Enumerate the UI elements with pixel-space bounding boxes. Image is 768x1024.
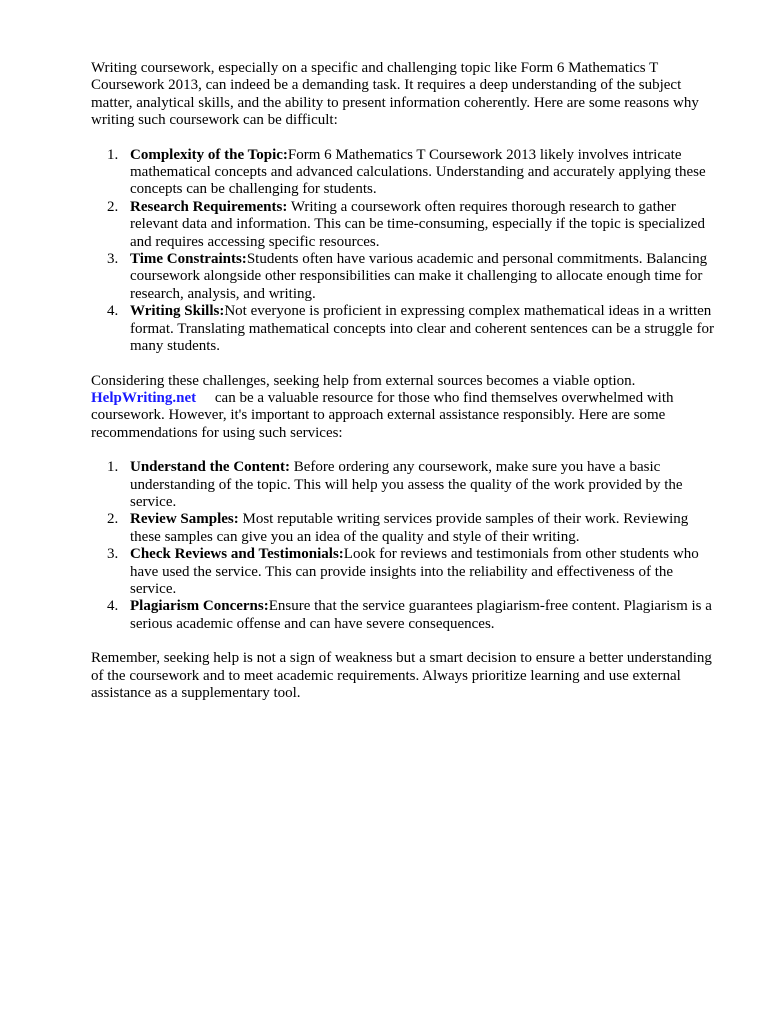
helpwriting-link[interactable]: HelpWriting.net [91, 389, 197, 406]
considering-lead: Considering these challenges, seeking help from external sources becomes a viable option. [91, 372, 636, 389]
item-title: Check Reviews and Testimonials: [130, 546, 344, 563]
considering-rest: can be a valuable resource for those who find themselves overwhelmed with coursework. However, it's important to approach external assistance responsibly. Here are some recommendations for using such services: [91, 389, 674, 441]
intro-paragraph: Writing coursework, especially on a specific and challenging topic like Form 6 Mathematics T Coursework 2013, can indeed be a demanding task. It requires a deep understanding of the subject matter, analytical skills, and the ability to present information coherently. Here are some reasons why writing such coursework can be difficult: [91, 60, 699, 129]
item-text: Before ordering any coursework, make sure you have a basic understanding of the topic. This will help you assess the quality of the work provided by the service. [130, 459, 683, 510]
item-text: Writing a coursework often requires thorough research to gather relevant data and information. This can be time-consuming, especially if the topic is specialized and requires accessing specific resources. [130, 198, 705, 250]
list-item [91, 511, 721, 546]
item-title: Review Samples: [130, 511, 239, 528]
item-title: Complexity of the Topic: [130, 146, 288, 163]
item-title: Time Constraints: [130, 251, 247, 268]
list-item [91, 303, 721, 355]
item-title: Understand the Content: [130, 459, 291, 476]
item-text: Look for reviews and testimonials from other students who have used the service. This can provide insights into the reliability and effectiveness of the service. [130, 546, 699, 597]
item-number: 1. [107, 459, 119, 476]
list-item [91, 598, 721, 633]
item-number: 2. [107, 511, 119, 528]
item-number: 4. [107, 598, 119, 615]
item-text: Most reputable writing services provide samples of their work. Reviewing these samples can give you an idea of the quality and style of their writing. [130, 511, 689, 545]
item-number: 3. [107, 546, 119, 563]
list-item [91, 199, 721, 251]
document-body [91, 60, 721, 702]
list-item [91, 546, 721, 598]
closing-paragraph: Remember, seeking help is not a sign of weakness but a smart decision to ensure a better understanding of the coursework and to meet academic requirements. Always prioritize learning and use external assistance as a supplementary tool. [91, 650, 712, 701]
item-title: Plagiarism Concerns: [130, 598, 269, 615]
item-number: 1. [107, 146, 119, 163]
item-text: Not everyone is proficient in expressing complex mathematical ideas in a written format. Translating mathematical concepts into clear and coherent sentences can be a struggle for many students. [130, 303, 714, 355]
considering-paragraph [91, 373, 721, 443]
item-title: Writing Skills: [130, 303, 225, 320]
list-item [91, 147, 721, 199]
recommendations-list [91, 459, 721, 633]
list-item [91, 459, 721, 511]
challenges-list [91, 147, 721, 356]
item-number: 4. [107, 303, 119, 320]
list-item [91, 251, 721, 303]
item-number: 3. [107, 251, 119, 268]
item-text: Students often have various academic and personal commitments. Balancing coursework alongside other responsibilities can make it challenging to allocate enough time for research, analysis, and writing. [130, 251, 708, 302]
item-number: 2. [107, 198, 119, 215]
item-text: Ensure that the service guarantees plagiarism-free content. Plagiarism is a serious academic offense and can have severe consequences. [130, 598, 712, 632]
item-text: Form 6 Mathematics T Coursework 2013 likely involves intricate mathematical concepts and advanced calculations. Understanding and accurately applying these concepts can be challenging for students. [130, 146, 706, 198]
item-title: Research Requirements: [130, 198, 288, 215]
